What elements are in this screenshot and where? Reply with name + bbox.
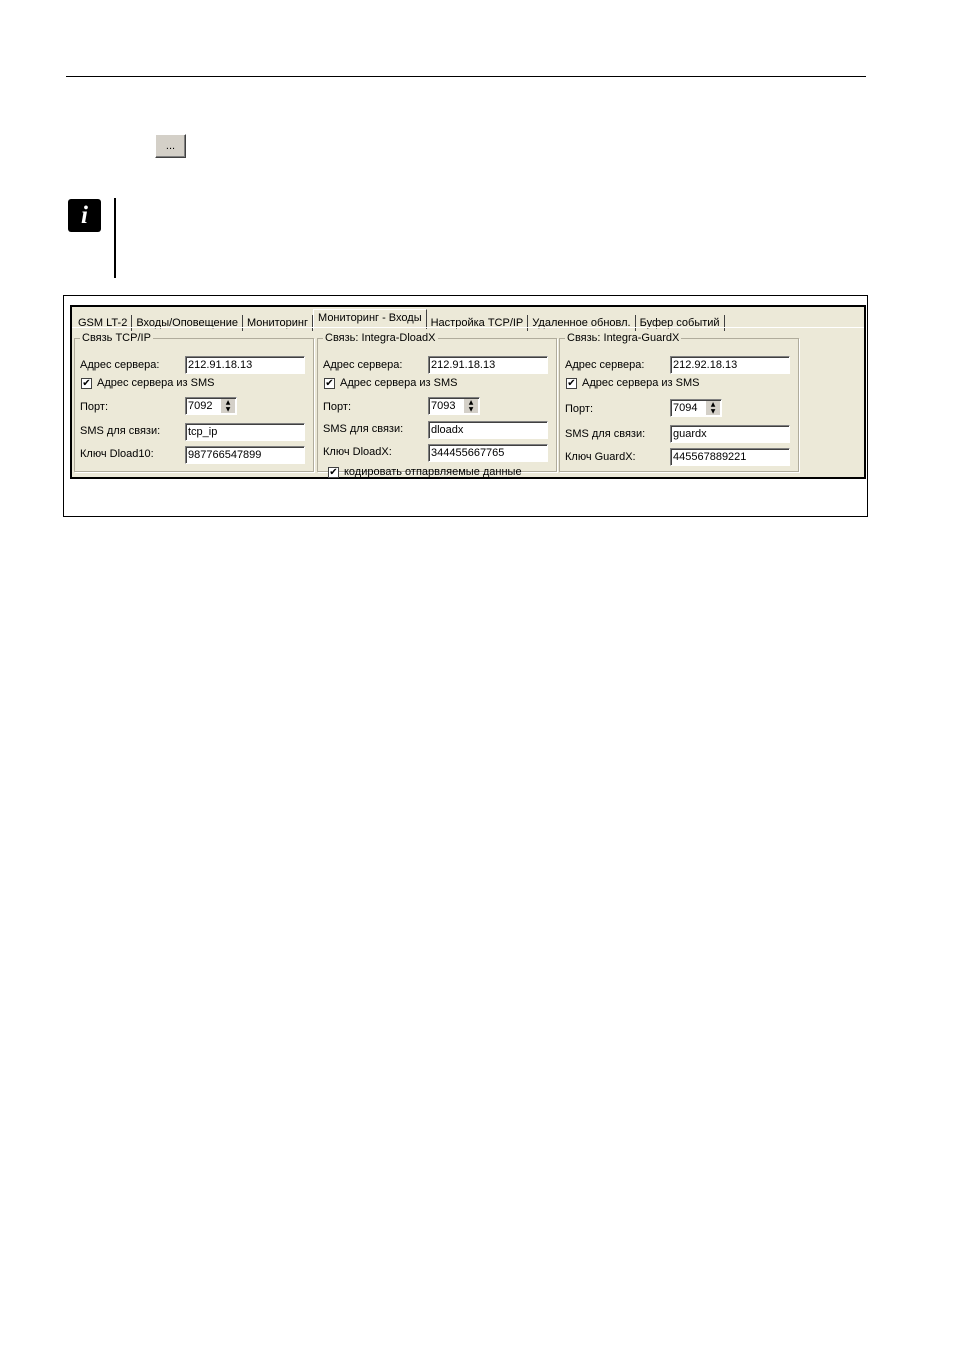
browse-button[interactable]: ...: [155, 134, 186, 158]
sms-label: SMS для связи:: [323, 423, 404, 435]
header-rule: [66, 76, 866, 77]
sms-server-checkbox-label: Адрес сервера из SMS: [582, 377, 700, 389]
server-address-label: Адрес сервера:: [323, 359, 403, 371]
info-icon: i: [68, 199, 101, 232]
key-label: Ключ GuardX:: [565, 451, 636, 463]
server-address-label: Адрес сервера:: [80, 359, 160, 371]
key-label: Ключ Dload10:: [80, 448, 154, 460]
spin-down-icon[interactable]: ▼: [464, 406, 478, 413]
tcpip-sms-server-checkbox[interactable]: ✔: [82, 378, 91, 389]
dloadx-server-input[interactable]: 212.91.18.13: [428, 356, 548, 374]
tab-tcpip-settings[interactable]: Настройка TCP/IP: [427, 315, 529, 331]
spin-down-icon[interactable]: ▼: [221, 406, 235, 413]
port-value: 7094: [673, 402, 698, 414]
tcpip-server-input[interactable]: 212.91.18.13: [185, 356, 305, 374]
dloadx-sms-input[interactable]: dloadx: [428, 421, 548, 439]
spin-up-icon[interactable]: ▲: [464, 399, 478, 406]
tab-panel: [72, 327, 864, 477]
tab-remote-update[interactable]: Удаленное обновл.: [528, 315, 635, 331]
group-guardx-legend: Связь: Integra-GuardX: [567, 332, 680, 344]
key-label: Ключ DloadX:: [323, 446, 392, 458]
guardx-sms-input[interactable]: guardx: [670, 425, 790, 443]
group-guardx: [559, 332, 799, 472]
server-address-label: Адрес сервера:: [565, 359, 645, 371]
port-value: 7093: [431, 400, 456, 412]
spin-up-icon[interactable]: ▲: [221, 399, 235, 406]
port-label: Порт:: [80, 401, 108, 413]
dloadx-encode-checkbox[interactable]: ✔: [329, 467, 338, 478]
sms-server-checkbox-label: Адрес сервера из SMS: [97, 377, 215, 389]
tab-monitoring[interactable]: Мониторинг: [243, 315, 313, 331]
port-label: Порт:: [323, 401, 351, 413]
spin-down-icon[interactable]: ▼: [706, 408, 720, 415]
guardx-key-input[interactable]: 445567889221: [670, 448, 790, 466]
spin-buttons: [706, 401, 720, 415]
tab-monitoring-inputs[interactable]: Мониторинг - Входы: [313, 309, 427, 329]
dloadx-key-input[interactable]: 344455667765: [428, 444, 548, 462]
note-bar: [114, 198, 116, 278]
guardx-sms-server-checkbox[interactable]: ✔: [567, 378, 576, 389]
tcpip-key-input[interactable]: 987766547899: [185, 446, 305, 464]
group-dloadx-legend: Связь: Integra-DloadX: [325, 332, 436, 344]
dloadx-sms-server-checkbox[interactable]: ✔: [325, 378, 334, 389]
guardx-port-stepper[interactable]: [670, 399, 722, 417]
tab-inputs-notification[interactable]: Входы/Оповещение: [132, 315, 243, 331]
guardx-server-input[interactable]: 212.92.18.13: [670, 356, 790, 374]
spin-buttons: [221, 399, 235, 413]
figure-frame: [63, 295, 868, 517]
tab-gsm-lt2[interactable]: GSM LT-2: [74, 315, 132, 331]
tcpip-port-stepper[interactable]: [185, 397, 237, 415]
group-dloadx: [317, 332, 557, 478]
port-value: 7092: [188, 400, 213, 412]
port-label: Порт:: [565, 403, 593, 415]
settings-dialog: [70, 305, 866, 479]
sms-label: SMS для связи:: [80, 425, 161, 437]
tab-event-buffer[interactable]: Буфер событий: [636, 315, 725, 331]
spin-buttons: [464, 399, 478, 413]
sms-server-checkbox-label: Адрес сервера из SMS: [340, 377, 458, 389]
dloadx-port-stepper[interactable]: [428, 397, 480, 415]
sms-label: SMS для связи:: [565, 428, 646, 440]
group-tcpip-legend: Связь TCP/IP: [82, 332, 151, 344]
encode-checkbox-label: кодировать отпарвляемые данные: [344, 466, 522, 478]
tcpip-sms-input[interactable]: tcp_ip: [185, 423, 305, 441]
group-tcpip: [74, 332, 314, 472]
spin-up-icon[interactable]: ▲: [706, 401, 720, 408]
